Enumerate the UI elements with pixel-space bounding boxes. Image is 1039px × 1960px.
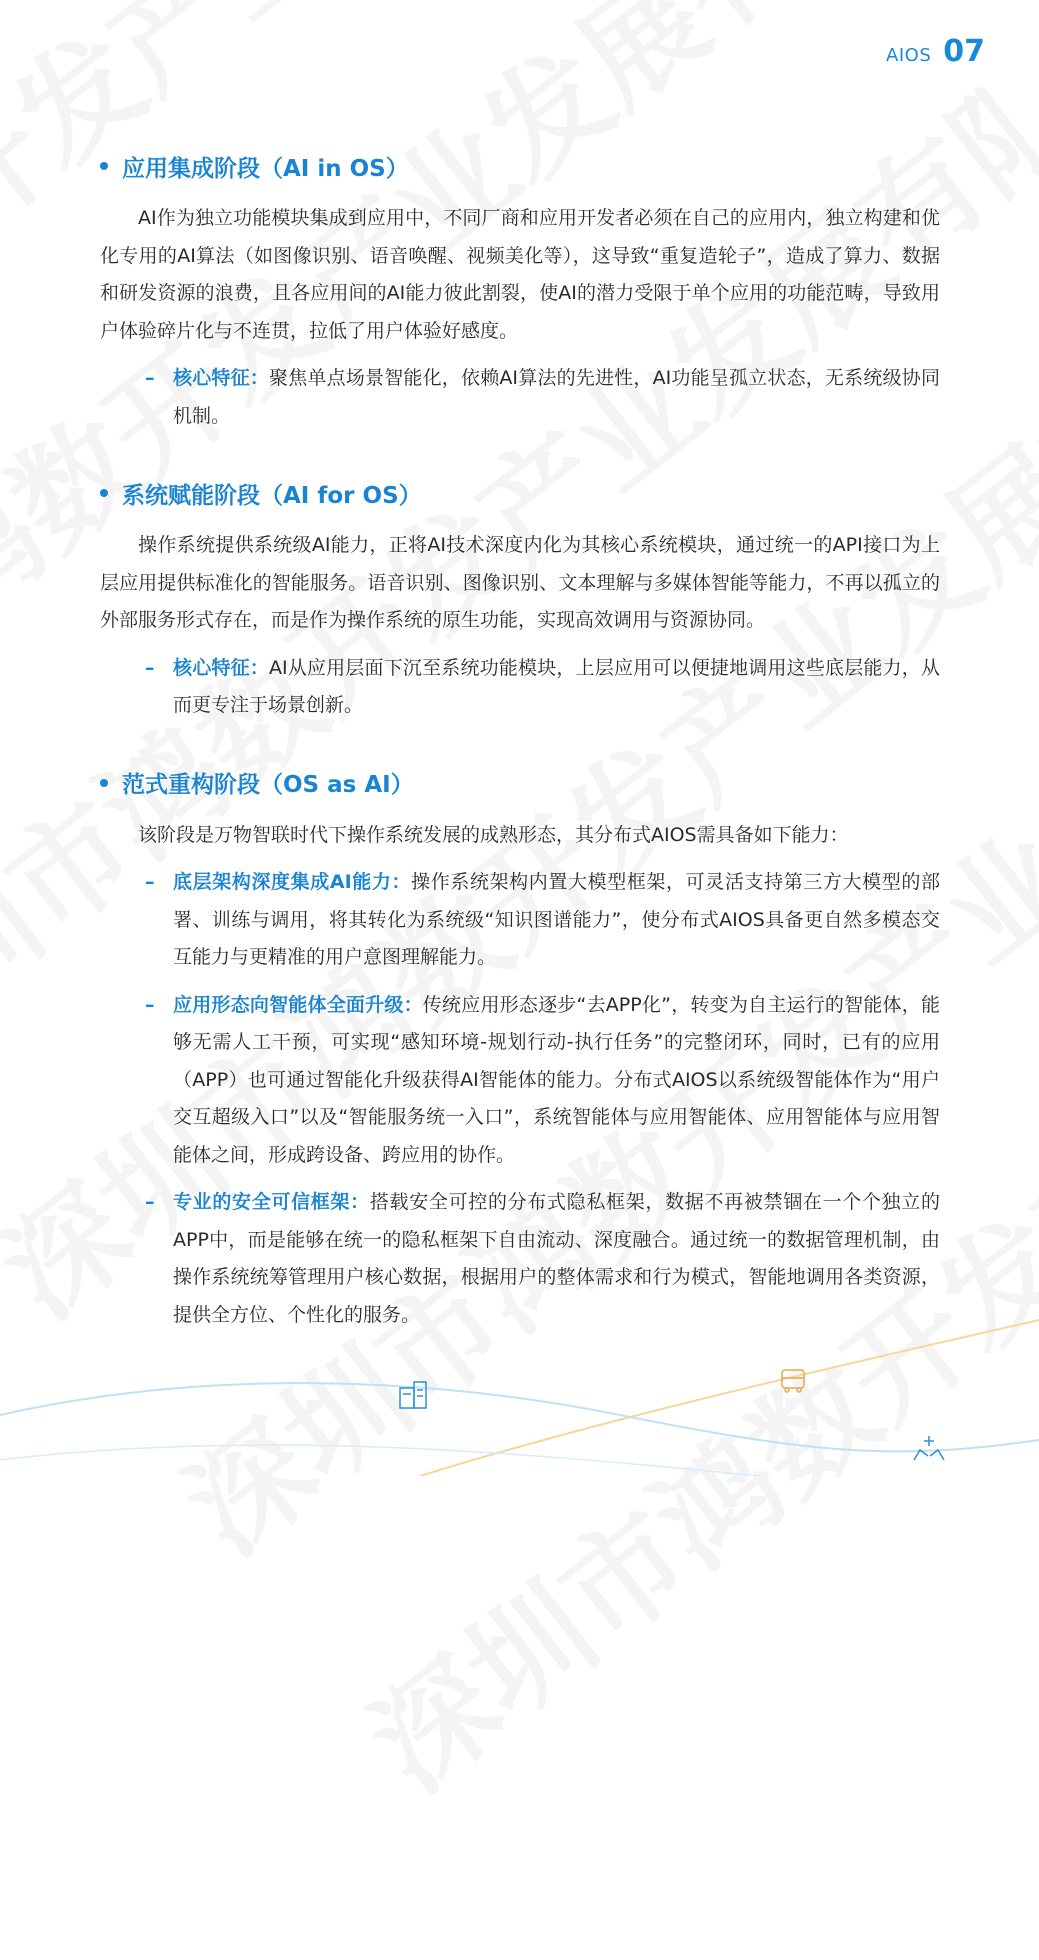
section-ai-for-os <box>100 473 940 725</box>
feature-label: 核心特征： <box>173 656 269 679</box>
section-title <box>100 473 940 513</box>
feature-label: 底层架构深度集成AI能力： <box>173 871 412 893</box>
dash-icon: – <box>145 656 155 679</box>
dash-icon: – <box>145 1191 155 1213</box>
feature-label: 专业的安全可信框架： <box>173 1191 370 1213</box>
dash-icon: – <box>145 993 155 1016</box>
section-title <box>100 763 940 803</box>
dash-icon: – <box>145 871 155 893</box>
section-paragraph: AI作为独立功能模块集成到应用中，不同厂商和应用开发者必须在自己的应用内，独立构建和优化专用的AI算法（如图像识别、语音唤醒、视频美化等），这导致“重复造轮子”，造成了算力、数据和研发资源的浪费，且各应用间的AI能力彼此割裂，使AI的潜力受限于单个应用的功能范畴，导致用户体验碎片化与不连贯，拉低了用户体验好感度。 <box>100 207 940 342</box>
section-ai-in-os <box>100 146 940 435</box>
section-title-text: 范式重构阶段（OS as AI） <box>122 772 414 798</box>
section-title-text: 应用集成阶段（AI in OS） <box>122 155 409 182</box>
section-os-as-ai <box>100 763 940 1335</box>
hands-sparkle-icon <box>914 1436 944 1460</box>
page-header <box>886 34 985 69</box>
feature-item <box>100 650 940 725</box>
feature-item <box>100 360 940 435</box>
bullet-icon <box>100 779 108 787</box>
section-title <box>100 146 940 186</box>
feature-item <box>100 987 940 1175</box>
feature-text: AI从应用层面下沉至系统功能模块，上层应用可以便捷地调用这些底层能力，从而更专注于场景创新。 <box>173 656 940 716</box>
feature-text: 操作系统架构内置大模型框架，可灵活支持第三方大模型的部署、训练与调用，将其转化为系统级“知识图谱能力”，使分布式AIOS具备更自然多模态交互能力与更精准的用户意图理解能力。 <box>173 871 940 968</box>
feature-text: 搭载安全可控的分布式隐私框架，数据不再被禁锢在一个个独立的APP中，而是能够在统一的隐私框架下自由流动、深度融合。通过统一的数据管理机制，由操作系统统筹管理用户核心数据，根据用户的整体需求和行为模式，智能地调用各类资源，提供全方位、个性化的服务。 <box>173 1191 940 1326</box>
footer-decoration <box>0 1300 1039 1476</box>
header-brand: AIOS <box>886 45 932 66</box>
section-paragraph: 操作系统提供系统级AI能力，正将AI技术深度内化为其核心系统模块，通过统一的API接口为上层应用提供标准化的智能服务。语音识别、图像识别、文本理解与多媒体智能等能力，不再以孤立的外部服务形式存在，而是作为操作系统的原生功能，实现高效调用与资源协同。 <box>100 534 940 631</box>
bus-icon <box>782 1370 804 1392</box>
bullet-icon <box>100 162 108 170</box>
page-content <box>100 146 940 1372</box>
feature-label: 应用形态向智能体全面升级： <box>173 993 423 1016</box>
feature-item <box>100 864 940 977</box>
feature-text: 传统应用形态逐步“去APP化”，转变为自主运行的智能体，能够无需人工干预，可实现“感知环境-规划行动-执行任务”的完整闭环，同时，已有的应用（APP）也可通过智能化升级获得AI智能体的能力。分布式AIOS以系统级智能体作为“用户交互超级入口”以及“智能服务统一入口”，系统智能体与应用智能体、应用智能体与应用智能体之间，形成跨设备、跨应用的协作。 <box>173 993 940 1166</box>
section-paragraph: 该阶段是万物智联时代下操作系统发展的成熟形态，其分布式AIOS需具备如下能力： <box>138 823 849 846</box>
bullet-icon <box>100 489 108 497</box>
dash-icon: – <box>145 367 155 389</box>
section-title-text: 系统赋能阶段（AI for OS） <box>122 482 422 509</box>
feature-label: 核心特征： <box>173 367 269 389</box>
feature-text: 聚焦单点场景智能化，依赖AI算法的先进性，AI功能呈孤立状态，无系统级协同机制。 <box>173 367 940 427</box>
page-number: 07 <box>943 34 985 69</box>
